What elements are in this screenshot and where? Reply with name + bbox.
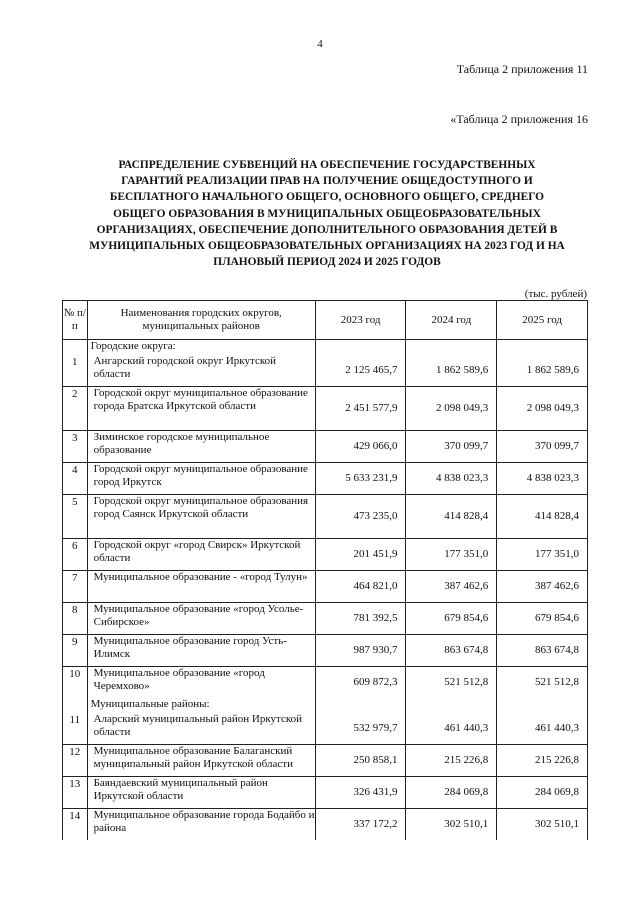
header-number: № п/п bbox=[63, 301, 88, 340]
group-row-urban bbox=[63, 340, 588, 356]
page-number: 4 bbox=[317, 38, 323, 50]
row-value-2025: 215 226,8 bbox=[497, 745, 588, 777]
row-value-2025: 414 828,4 bbox=[497, 495, 588, 539]
row-value-2023: 609 872,3 bbox=[315, 667, 406, 699]
row-number: 4 bbox=[63, 463, 88, 495]
table-row bbox=[63, 635, 588, 667]
group-row-districts bbox=[63, 698, 588, 713]
row-value-2025: 302 510,1 bbox=[497, 809, 588, 841]
table-row bbox=[63, 713, 588, 745]
row-number: 7 bbox=[63, 571, 88, 603]
row-value-2023: 5 633 231,9 bbox=[315, 463, 406, 495]
row-value-2024: 370 099,7 bbox=[406, 431, 497, 463]
table-row bbox=[63, 603, 588, 635]
row-number: 10 bbox=[63, 667, 88, 699]
table-row bbox=[63, 463, 588, 495]
row-value-2025: 387 462,6 bbox=[497, 571, 588, 603]
row-number: 12 bbox=[63, 745, 88, 777]
row-name: Городской округ «город Свирск» Иркутской области bbox=[87, 539, 315, 571]
row-name: Городской округ муниципальное образования город Саянск Иркутской области bbox=[87, 495, 315, 539]
row-value-2023: 532 979,7 bbox=[315, 713, 406, 745]
row-value-2024: 679 854,6 bbox=[406, 603, 497, 635]
row-value-2023: 326 431,9 bbox=[315, 777, 406, 809]
row-name: Муниципальное образование Балаганский муниципальный район Иркутской области bbox=[87, 745, 315, 777]
row-name: Ангарский городской округ Иркутской области bbox=[87, 355, 315, 387]
row-value-2024: 1 862 589,6 bbox=[406, 355, 497, 387]
row-name: Муниципальное образование «город Черемхово» bbox=[87, 667, 315, 699]
row-value-2023: 464 821,0 bbox=[315, 571, 406, 603]
row-value-2023: 429 066,0 bbox=[315, 431, 406, 463]
row-number: 5 bbox=[63, 495, 88, 539]
row-value-2023: 337 172,2 bbox=[315, 809, 406, 841]
table-row bbox=[63, 571, 588, 603]
row-value-2023: 201 451,9 bbox=[315, 539, 406, 571]
row-name: Баяндаевский муниципальный район Иркутской области bbox=[87, 777, 315, 809]
table-row bbox=[63, 745, 588, 777]
table-row bbox=[63, 495, 588, 539]
table-row bbox=[63, 809, 588, 841]
row-value-2025: 4 838 023,3 bbox=[497, 463, 588, 495]
header-name: Наименования городских округов, муниципальных районов bbox=[87, 301, 315, 340]
table-row bbox=[63, 539, 588, 571]
row-name: Зиминское городское муниципальное образование bbox=[87, 431, 315, 463]
row-name: Городской округ муниципальное образование города Братска Иркутской области bbox=[87, 387, 315, 431]
row-name: Муниципальное образование - «город Тулун» bbox=[87, 571, 315, 603]
row-number: 8 bbox=[63, 603, 88, 635]
row-name: Городской округ муниципальное образование город Иркутск bbox=[87, 463, 315, 495]
row-value-2024: 414 828,4 bbox=[406, 495, 497, 539]
row-value-2023: 250 858,1 bbox=[315, 745, 406, 777]
row-number: 11 bbox=[63, 713, 88, 745]
header-2024: 2024 год bbox=[406, 301, 497, 340]
units-label: (тыс. рублей) bbox=[524, 288, 587, 300]
row-value-2025: 370 099,7 bbox=[497, 431, 588, 463]
row-name: Аларский муниципальный район Иркутской области bbox=[87, 713, 315, 745]
subvention-table bbox=[62, 300, 588, 840]
row-value-2025: 521 512,8 bbox=[497, 667, 588, 699]
header-2025: 2025 год bbox=[497, 301, 588, 340]
group-label-urban: Городские округа: bbox=[87, 340, 315, 356]
row-number: 6 bbox=[63, 539, 88, 571]
group-label-districts: Муниципальные районы: bbox=[87, 698, 315, 713]
row-value-2025: 863 674,8 bbox=[497, 635, 588, 667]
table-row bbox=[63, 667, 588, 699]
row-number: 13 bbox=[63, 777, 88, 809]
row-value-2024: 863 674,8 bbox=[406, 635, 497, 667]
row-value-2024: 215 226,8 bbox=[406, 745, 497, 777]
row-value-2024: 2 098 049,3 bbox=[406, 387, 497, 431]
row-value-2024: 387 462,6 bbox=[406, 571, 497, 603]
table-row bbox=[63, 355, 588, 387]
row-value-2025: 1 862 589,6 bbox=[497, 355, 588, 387]
row-value-2025: 177 351,0 bbox=[497, 539, 588, 571]
row-value-2025: 679 854,6 bbox=[497, 603, 588, 635]
document-title: РАСПРЕДЕЛЕНИЕ СУБВЕНЦИЙ НА ОБЕСПЕЧЕНИЕ ГОСУДАРСТВЕННЫХ ГАРАНТИЙ РЕАЛИЗАЦИИ ПРАВ НА ПОЛУЧЕНИЕ ОБЩЕДОСТУПНОГО И БЕСПЛАТНОГО НАЧАЛЬНОГО ОБЩЕГО, ОСНОВНОГО ОБЩЕГО, СРЕДНЕГО ОБЩЕГО ОБРАЗОВАНИЯ В МУНИЦИПАЛЬНЫХ ОБЩЕОБРАЗОВАТЕЛЬНЫХ ОРГАНИЗАЦИЯХ, ОБЕСПЕЧЕНИЕ ДОПОЛНИТЕЛЬНОГО ОБРАЗОВАНИЯ ДЕТЕЙ В МУНИЦИПАЛЬНЫХ ОБЩЕОБРАЗОВАТЕЛЬНЫХ ОРГАНИЗАЦИЯХ НА 2023 ГОД И НА ПЛАНОВЫЙ ПЕРИОД 2024 И 2025 ГОДОВ bbox=[89, 159, 565, 269]
row-value-2024: 284 069,8 bbox=[406, 777, 497, 809]
table-reference: Таблица 2 приложения 11 bbox=[456, 62, 588, 76]
row-number: 2 bbox=[63, 387, 88, 431]
row-number: 1 bbox=[63, 355, 88, 387]
table-reference-amended: «Таблица 2 приложения 16 bbox=[450, 112, 588, 126]
row-value-2024: 461 440,3 bbox=[406, 713, 497, 745]
row-value-2023: 781 392,5 bbox=[315, 603, 406, 635]
row-value-2023: 987 930,7 bbox=[315, 635, 406, 667]
row-number: 14 bbox=[63, 809, 88, 841]
row-number: 9 bbox=[63, 635, 88, 667]
table-row bbox=[63, 387, 588, 431]
row-value-2024: 4 838 023,3 bbox=[406, 463, 497, 495]
header-2023: 2023 год bbox=[315, 301, 406, 340]
row-value-2025: 461 440,3 bbox=[497, 713, 588, 745]
row-value-2024: 302 510,1 bbox=[406, 809, 497, 841]
row-value-2024: 177 351,0 bbox=[406, 539, 497, 571]
row-value-2023: 2 125 465,7 bbox=[315, 355, 406, 387]
row-number: 3 bbox=[63, 431, 88, 463]
row-value-2023: 2 451 577,9 bbox=[315, 387, 406, 431]
row-value-2024: 521 512,8 bbox=[406, 667, 497, 699]
row-name: Муниципальное образование города Бодайбо и района bbox=[87, 809, 315, 841]
row-name: Муниципальное образование город Усть-Илимск bbox=[87, 635, 315, 667]
row-value-2023: 473 235,0 bbox=[315, 495, 406, 539]
table-body bbox=[63, 340, 588, 841]
table-row bbox=[63, 431, 588, 463]
row-name: Муниципальное образование «город Усолье-Сибирское» bbox=[87, 603, 315, 635]
table-row bbox=[63, 777, 588, 809]
row-value-2025: 284 069,8 bbox=[497, 777, 588, 809]
row-value-2025: 2 098 049,3 bbox=[497, 387, 588, 431]
table-header-row bbox=[63, 301, 588, 340]
